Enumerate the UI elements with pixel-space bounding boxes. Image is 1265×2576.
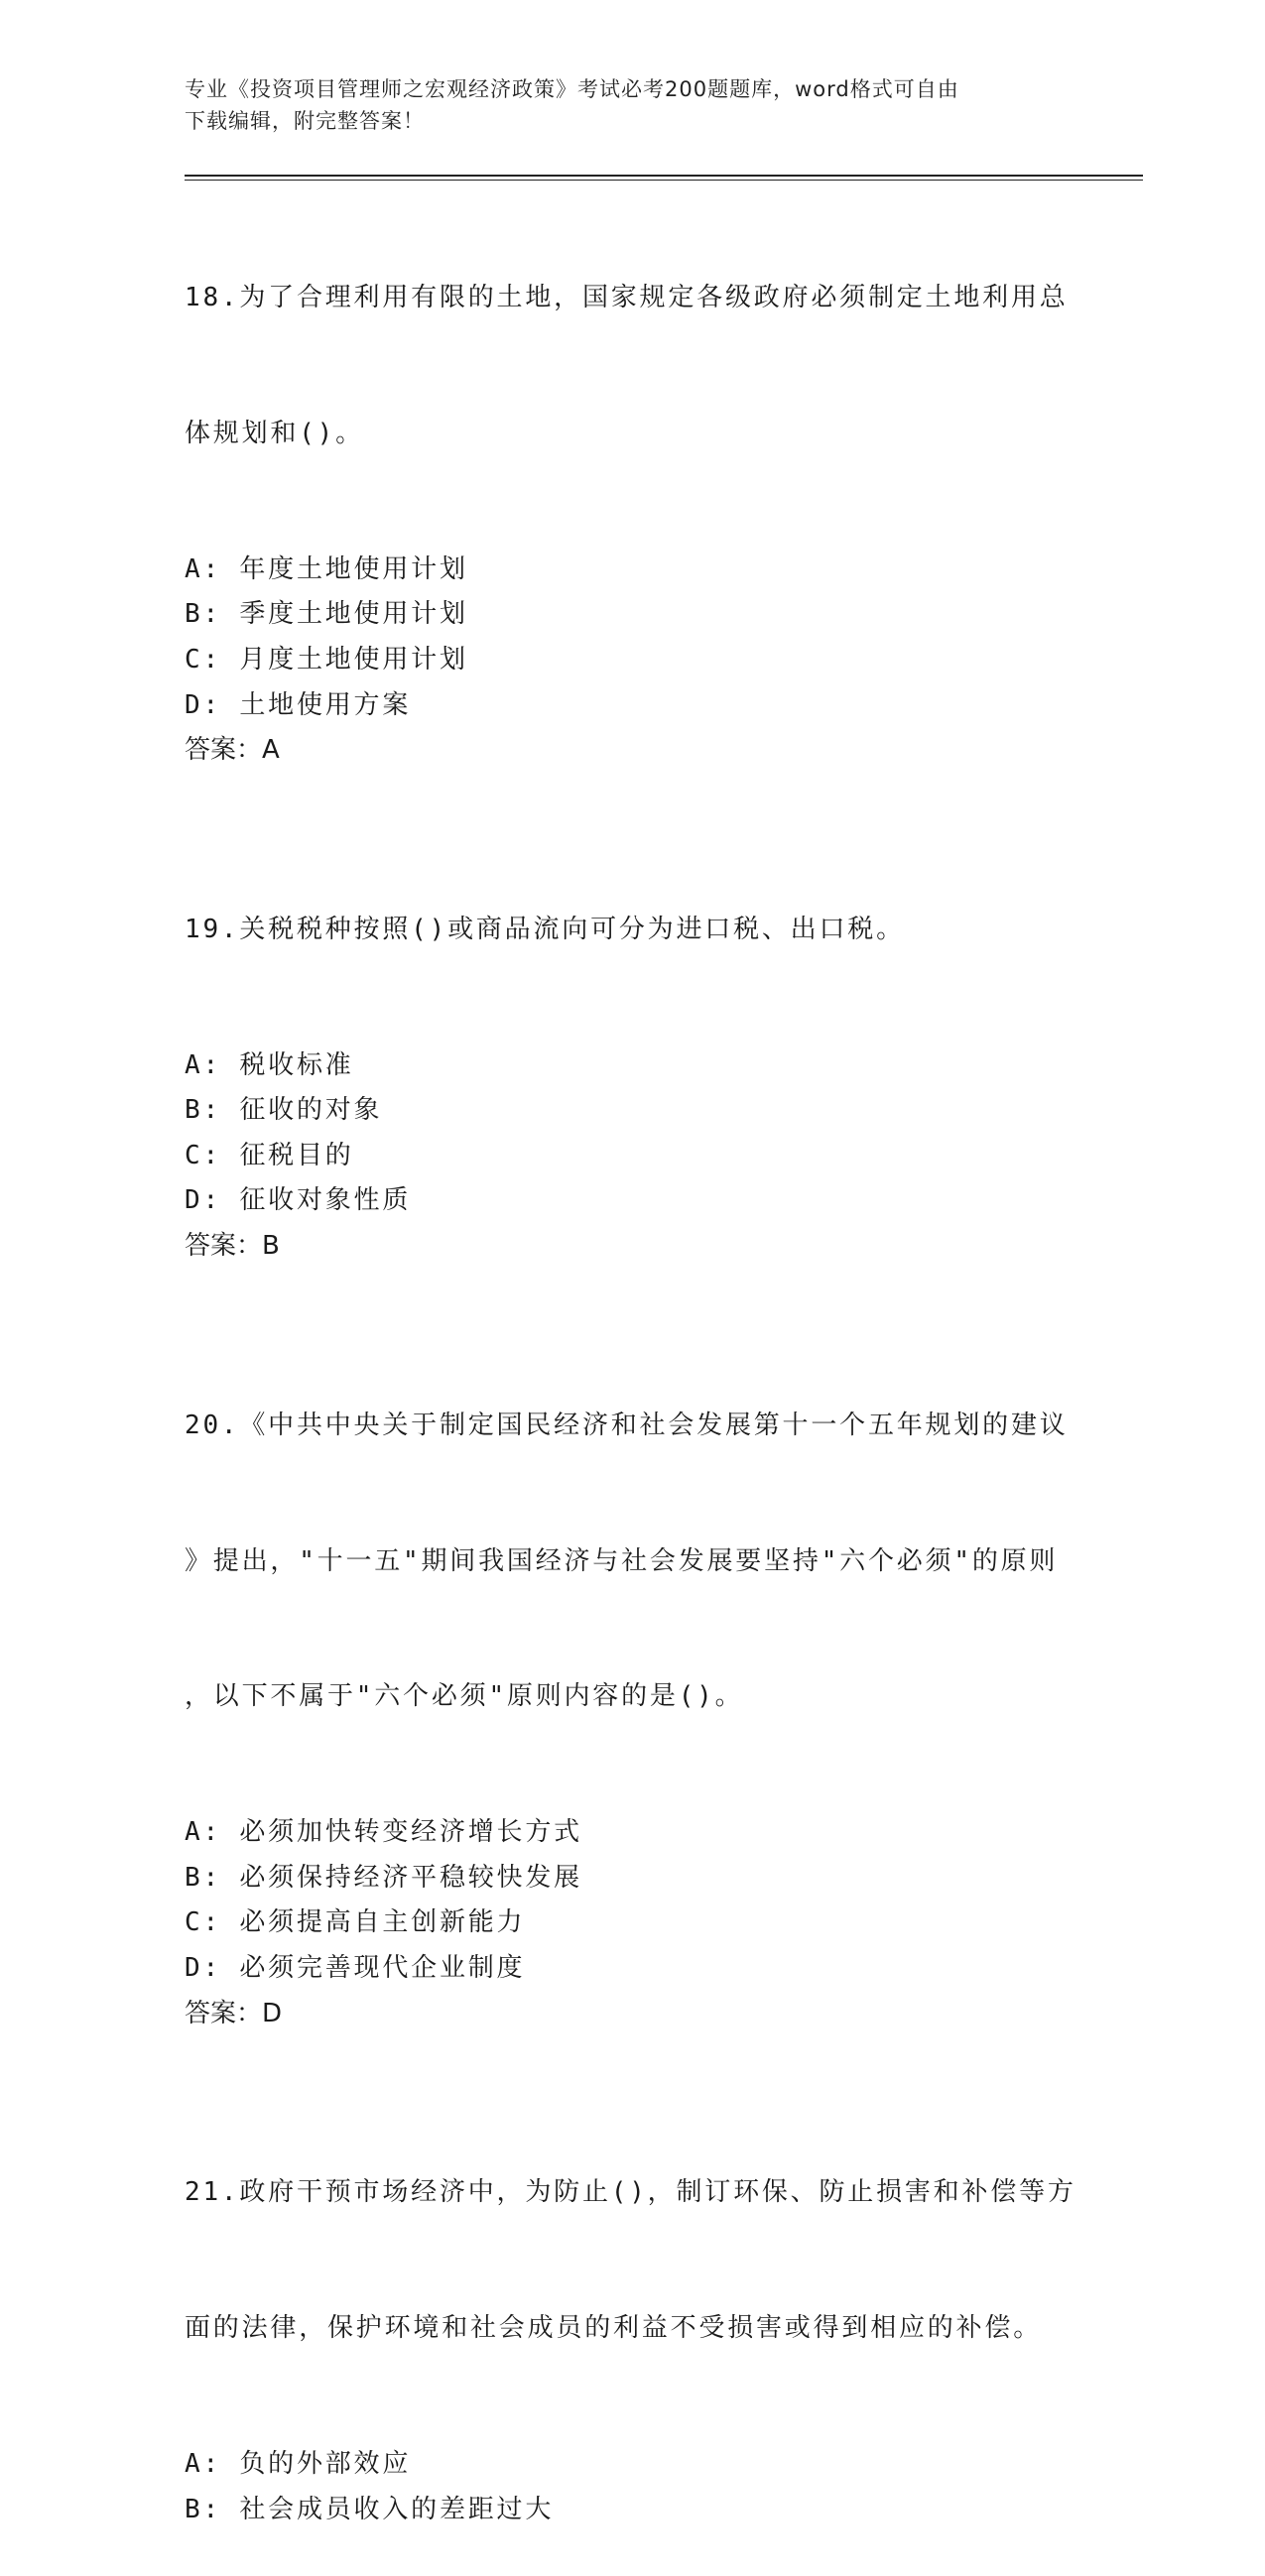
header-line-1: 专业《投资项目管理师之宏观经济政策》考试必考200题题库，word格式可自由 <box>185 77 959 101</box>
option-c: C: 月度土地使用计划 <box>185 644 468 675</box>
stem-line: ，以下不属于"六个必须"原则内容的是()。 <box>185 1681 744 1712</box>
answer: 答案：A <box>185 735 280 766</box>
stem-line: 》提出，"十一五"期间我国经济与社会发展要坚持"六个必须"的原则 <box>185 1545 1059 1576</box>
question-21 <box>185 2080 1077 2532</box>
stem-line: 21.政府干预市场经济中，为防止()，制订环保、防止损害和补偿等方 <box>185 2177 1076 2208</box>
option-d: D: 征收对象性质 <box>185 1185 412 1216</box>
option-b: B: 必须保持经济平稳较快发展 <box>185 1862 582 1893</box>
option-b: B: 征收的对象 <box>185 1095 383 1126</box>
option-a: A: 负的外部效应 <box>185 2448 412 2479</box>
option-b: B: 社会成员收入的差距过大 <box>185 2494 555 2524</box>
question-stem <box>185 1313 1077 1811</box>
question-stem <box>185 185 1077 548</box>
header-divider-thick <box>185 175 1143 177</box>
answer: 答案：D <box>185 1998 283 2028</box>
option-a: A: 必须加快转变经济增长方式 <box>185 1817 582 1848</box>
question-20 <box>185 1313 1077 2037</box>
stem-line: 20.《中共中央关于制定国民经济和社会发展第十一个五年规划的建议 <box>185 1410 1069 1440</box>
question-18 <box>185 185 1077 774</box>
stem-line: 体规划和()。 <box>185 418 364 448</box>
option-a: A: 年度土地使用计划 <box>185 553 468 584</box>
option-c: C: 征税目的 <box>185 1140 354 1170</box>
option-b: B: 季度土地使用计划 <box>185 599 468 630</box>
question-list <box>185 185 1077 2576</box>
header-divider-thin <box>185 180 1143 181</box>
answer: 答案：B <box>185 1231 280 1262</box>
stem-line: 面的法律，保护环境和社会成员的利益不受损害或得到相应的补偿。 <box>185 2313 1043 2344</box>
question-stem <box>185 2080 1077 2442</box>
header-line-2: 下载编辑，附完整答案！ <box>185 109 425 133</box>
question-19 <box>185 817 1077 1270</box>
option-a: A: 税收标准 <box>185 1049 354 1080</box>
document-header <box>185 73 1077 137</box>
option-d: D: 土地使用方案 <box>185 689 412 720</box>
option-c: C: 必须提高自主创新能力 <box>185 1907 526 1938</box>
stem-line: 18.为了合理利用有限的土地，国家规定各级政府必须制定土地利用总 <box>185 283 1069 313</box>
stem-line: 19.关税税种按照()或商品流向可分为进口税、出口税。 <box>185 914 905 944</box>
question-stem <box>185 817 1077 1043</box>
option-d: D: 必须完善现代企业制度 <box>185 1952 526 1983</box>
